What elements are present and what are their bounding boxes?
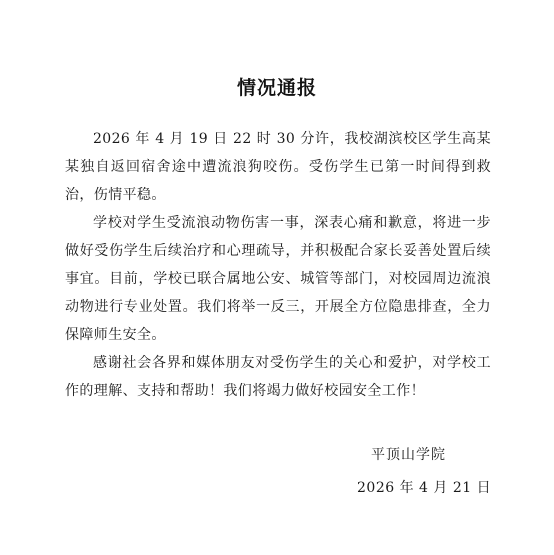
paragraph-thanks: 感谢社会各界和媒体朋友对受伤学生的关心和爱护，对学校工作的理解、支持和帮助！我们将竭力做好校园安全工作！: [65, 355, 491, 399]
signature-organization: 平顶山学院: [371, 447, 446, 463]
notice-title: 情况通报: [236, 77, 317, 99]
paragraph-response: 学校对学生受流浪动物伤害一事，深表心痛和歉意，将进一步做好受伤学生后续治疗和心理疏导，并积极配合家长妥善处置后续事宜。目前，学校已联合属地公安、城管等部门，对校园周边流浪动物进行专业处置。我们将举一反三，开展全方位隐患排查，全力保障师生安全。: [65, 215, 491, 343]
notice-body: [65, 125, 491, 405]
signature-date: 2026 年 4 月 21 日: [357, 480, 492, 496]
paragraph-incident: 2026 年 4 月 19 日 22 时 30 分许，我校湖滨校区学生高某某独自返回宿舍途中遭流浪狗咬伤。受伤学生已第一时间得到救治，伤情平稳。: [65, 131, 491, 203]
